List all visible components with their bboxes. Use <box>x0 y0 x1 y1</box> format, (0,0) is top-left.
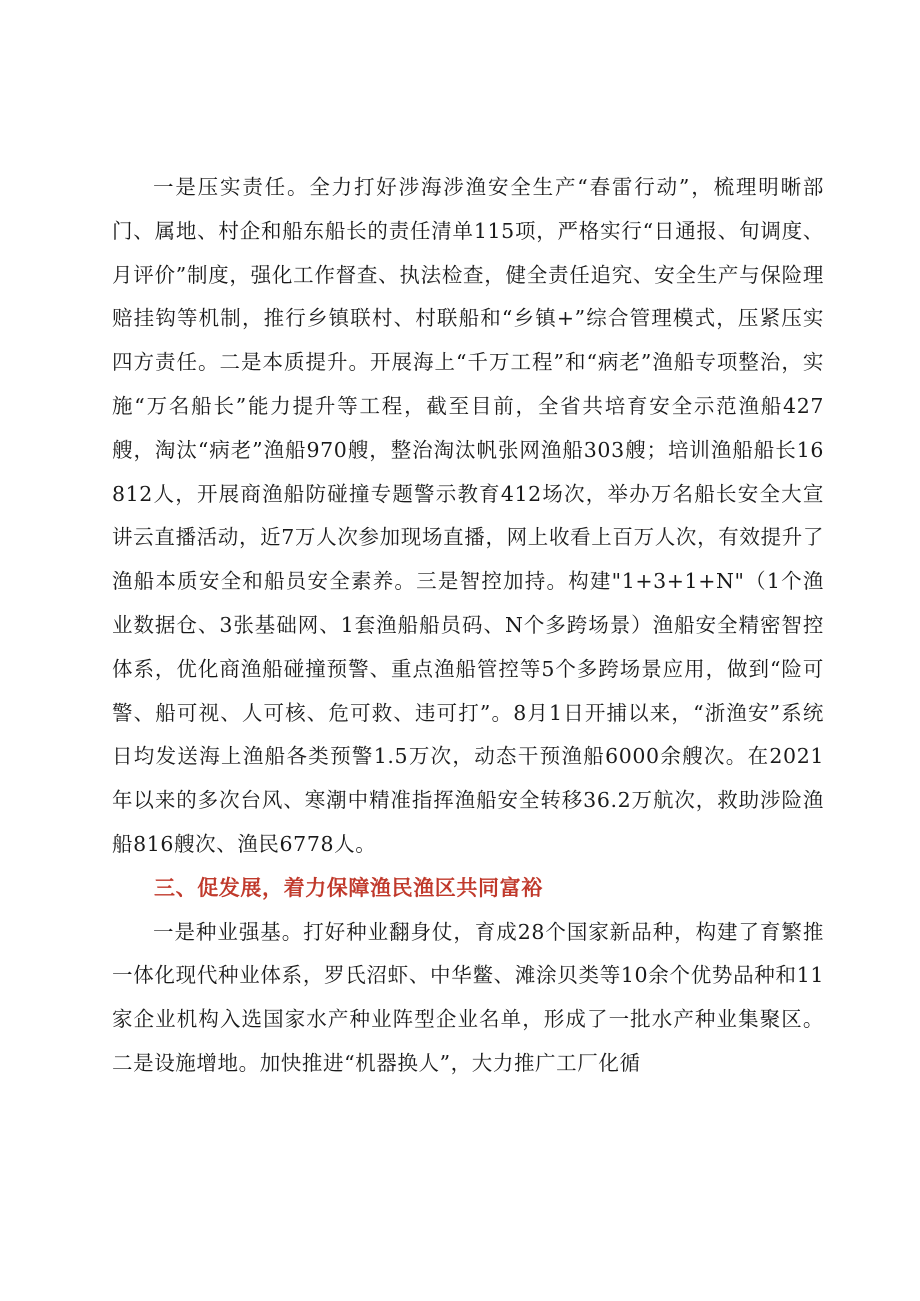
body-paragraph: 一是种业强基。打好种业翻身仗，育成28个国家新品种，构建了育繁推一体化现代种业体系，罗氏沼虾、中华鳖、滩涂贝类等10余个优势品种和11家企业机构入选国家水产种业阵型企业名单，形成了一批水产种业集聚区。二是设施增地。加快推进“机器换人”，大力推广工厂化循 <box>112 919 824 1075</box>
section-heading: 三、促发展，着力保障渔民渔区共同富裕 <box>154 875 543 900</box>
document-body <box>112 166 824 1086</box>
body-paragraph: 一是压实责任。全力打好涉海涉渔安全生产“春雷行动”，梳理明晰部门、属地、村企和船东船长的责任清单115项，严格实行“日通报、旬调度、月评价”制度，强化工作督查、执法检查，健全责任追究、安全生产与保险理赔挂钩等机制，推行乡镇联村、村联船和“乡镇+”综合管理模式，压紧压实四方责任。二是本质提升。开展海上“千万工程”和“病老”渔船专项整治，实施“万名船长”能力提升等工程，截至目前，全省共培育安全示范渔船427艘，淘汰“病老”渔船970艘，整治淘汰帆张网渔船303艘；培训渔船船长16812人，开展商渔船防碰撞专题警示教育412场次，举办万名船长安全大宣讲云直播活动，近7万人次参加现场直播，网上收看上百万人次，有效提升了渔船本质安全和船员安全素养。三是智控加持。构建"1+3+1+N"（1个渔业数据仓、3张基础网、1套渔船船员码、N个多跨场景）渔船安全精密智控体系，优化商渔船碰撞预警、重点渔船管控等5个多跨场景应用，做到“险可警、船可视、人可核、危可救、违可打”。8月1日开捕以来，“浙渔安”系统日均发送海上渔船各类预警1.5万次，动态干预渔船6000余艘次。在2021年以来的多次台风、寒潮中精准指挥渔船安全转移36.2万航次，救助涉险渔船816艘次、渔民6778人。 <box>112 175 824 856</box>
